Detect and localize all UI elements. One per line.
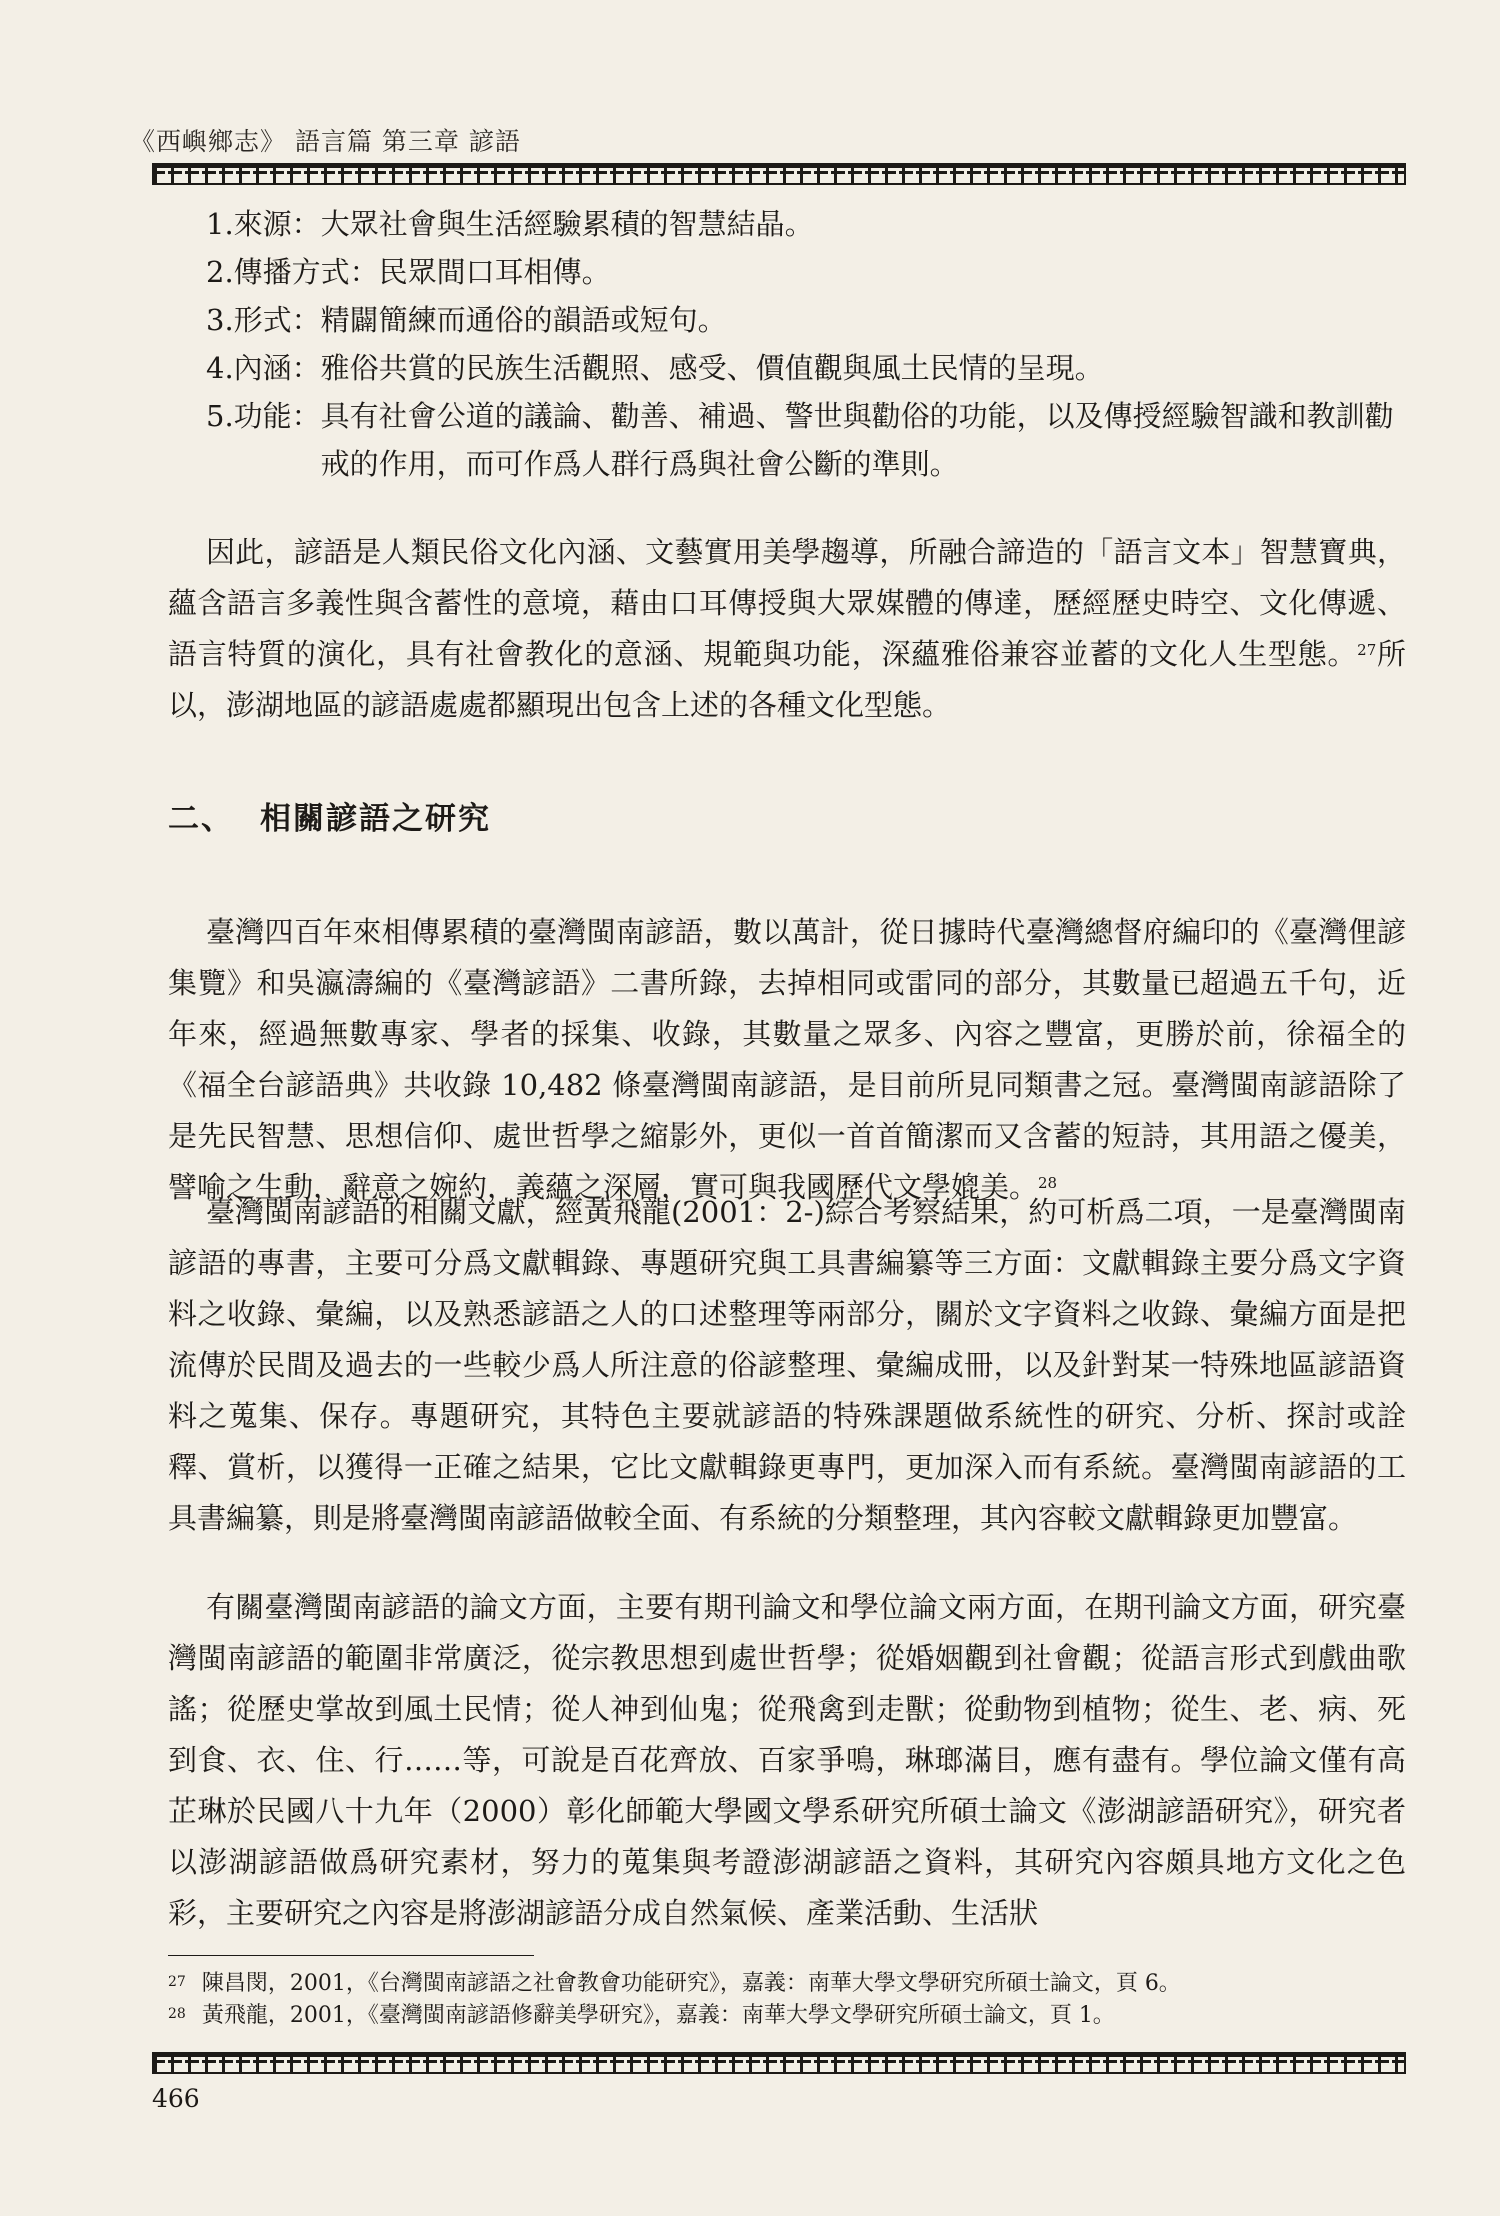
list-item xyxy=(206,248,1406,296)
characteristics-list xyxy=(206,200,1406,488)
section-heading xyxy=(168,793,491,838)
body-paragraph xyxy=(168,1187,1406,1544)
list-item-label: 5.功能： xyxy=(206,399,321,433)
list-item xyxy=(206,392,1406,488)
footnote-divider xyxy=(168,1955,534,1956)
running-header: 《西嶼鄉志》 語言篇 第三章 諺語 xyxy=(130,127,521,156)
page-number: 466 xyxy=(152,2084,200,2113)
list-item xyxy=(206,296,1406,344)
paragraph-text: 有關臺灣閩南諺語的論文方面，主要有期刊論文和學位論文兩方面，在期刊論文方面，研究臺灣閩南諺語的範圍非常廣泛，從宗教思想到處世哲學；從婚姻觀到社會觀；從語言形式到戲曲歌謠；從歷史掌故到風土民情；從人神到仙鬼；從飛禽到走獸；從動物到植物；從生、老、病、死到食、衣、住、行……等，可說是百花齊放、百家爭鳴，琳瑯滿目，應有盡有。學位論文僅有高芷琳於民國八十九年（2000）彰化師範大學國文學系研究所碩士論文《澎湖諺語研究》，研究者以澎湖諺語做爲研究素材，努力的蒐集與考證澎湖諺語之資料，其研究內容頗具地方文化之色彩，主要研究之內容是將澎湖諺語分成自然氣候、產業活動、生活狀 xyxy=(168,1590,1406,1930)
list-item-label: 3.形式： xyxy=(206,303,321,337)
footnotes xyxy=(168,1968,1406,2032)
list-item-label: 1.來源： xyxy=(206,207,321,241)
paragraph-text: 臺灣閩南諺語的相關文獻，經黃飛龍(2001：2-)綜合考察結果，約可析爲二項，一是臺灣閩南諺語的專書，主要可分爲文獻輯錄、專題研究與工具書編纂等三方面：文獻輯錄主要分爲文字資料之收錄、彙編，以及熟悉諺語之人的口述整理等兩部分，關於文字資料之收錄、彙編方面是把流傳於民間及過去的一些較少爲人所注意的俗諺整理、彙編成冊，以及針對某一特殊地區諺語資料之蒐集、保存。專題研究，其特色主要就諺語的特殊課題做系統性的研究、分析、探討或詮釋、賞析，以獲得一正確之結果，它比文獻輯錄更專門，更加深入而有系統。臺灣閩南諺語的工具書編纂，則是將臺灣閩南諺語做較全面、有系統的分類整理，其內容較文獻輯錄更加豐富。 xyxy=(168,1195,1406,1535)
list-item-text: 具有社會公道的議論、勸善、補過、警世與勸俗的功能，以及傳授經驗智識和教訓勸戒的作用，而可作爲人群行爲與社會公斷的準則。 xyxy=(320,399,1394,481)
footnote-text: 陳昌閔，2001，《台灣閩南諺語之社會教會功能研究》，嘉義：南華大學文學研究所碩士論文，頁 6。 xyxy=(201,1971,1181,1996)
footnote-marker[interactable]: 28 xyxy=(1038,1174,1058,1192)
footnote-number: 27 xyxy=(168,1974,186,1990)
section-title: 相關諺語之研究 xyxy=(260,801,491,837)
body-paragraph xyxy=(168,907,1406,1213)
footer-decorative-band xyxy=(152,2052,1406,2074)
header-decorative-band xyxy=(152,163,1406,185)
list-item-text: 民眾間口耳相傳。 xyxy=(378,255,611,289)
footnote xyxy=(168,1968,1406,2000)
footnote-marker[interactable]: 27 xyxy=(1357,641,1377,659)
list-item-text: 大眾社會與生活經驗累積的智慧結晶。 xyxy=(320,207,814,241)
list-item-label: 2.傳播方式： xyxy=(206,255,379,289)
paragraph-text: 臺灣四百年來相傳累積的臺灣閩南諺語，數以萬計，從日據時代臺灣總督府編印的《臺灣俚諺集覽》和吳瀛濤編的《臺灣諺語》二書所錄，去掉相同或雷同的部分，其數量已超過五千句，近年來，經過無數專家、學者的採集、收錄，其數量之眾多、內容之豐富，更勝於前，徐福全的《福全台諺語典》共收錄 10,482 條臺灣閩南諺語，是目前所見同類書之冠。臺灣閩南諺語除了是先民智慧、思想信仰、處世哲學之縮影外，更似一首首簡潔而又含蓄的短詩，其用語之優美，譬喻之生動，辭意之婉約，義蘊之深層，實可與我國歷代文學媲美。 xyxy=(168,915,1406,1204)
paragraph-text: 所以，澎湖地區的諺語處處都顯現出包含上述的各種文化型態。 xyxy=(168,637,1406,722)
list-item-text: 精闢簡練而通俗的韻語或短句。 xyxy=(320,303,727,337)
body-paragraph xyxy=(168,527,1406,731)
list-item-text: 雅俗共賞的民族生活觀照、感受、價值觀與風土民情的呈現。 xyxy=(320,351,1104,385)
body-paragraph xyxy=(168,1582,1406,1939)
section-number: 二、 xyxy=(168,801,234,837)
footnote-number: 28 xyxy=(168,2006,186,2022)
paragraph-text: 因此，諺語是人類民俗文化內涵、文藝實用美學趨導，所融合諦造的「語言文本」智慧寶典，蘊含語言多義性與含蓄性的意境，藉由口耳傳授與大眾媒體的傳達，歷經歷史時空、文化傳遞、語言特質的演化，具有社會教化的意涵、規範與功能，深蘊雅俗兼容並蓄的文化人生型態。 xyxy=(168,535,1406,671)
list-item xyxy=(206,200,1406,248)
list-item-label: 4.內涵： xyxy=(206,351,321,385)
footnote-text: 黃飛龍，2001，《臺灣閩南諺語修辭美學研究》，嘉義：南華大學文學研究所碩士論文，頁 1。 xyxy=(201,2003,1115,2028)
list-item xyxy=(206,344,1406,392)
footnote xyxy=(168,2000,1406,2032)
